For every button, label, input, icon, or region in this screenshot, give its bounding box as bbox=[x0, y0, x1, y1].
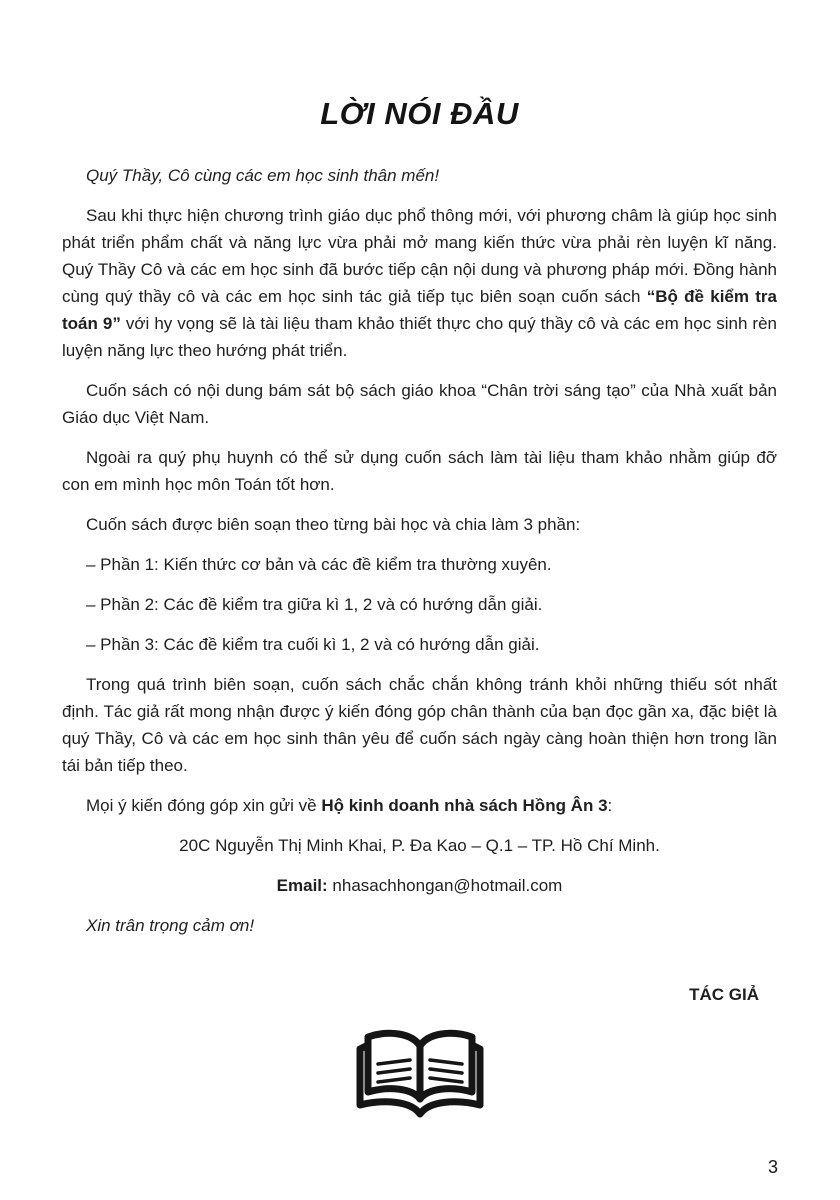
list-item-part-2: – Phần 2: Các đề kiểm tra giữa kì 1, 2 và có hướng dẫn giải. bbox=[86, 595, 543, 614]
page-number: 3 bbox=[767, 1157, 778, 1177]
paragraph-intro bbox=[62, 202, 777, 364]
publisher-name: Hộ kinh doanh nhà sách Hồng Ân 3 bbox=[321, 796, 608, 815]
book-icon-container bbox=[62, 1024, 777, 1135]
paragraph-apology: Trong quá trình biên soạn, cuốn sách chắc chắn không tránh khỏi những thiếu sót nhất định. Tác giả rất mong nhận được ý kiến đóng góp chân thành của bạn đọc gần xa, đặc biệt là quý Thầy, Cô và các em học sinh thân yêu để cuốn sách ngày càng hoàn thiện hơn trong lần tái bản tiếp theo. bbox=[62, 675, 777, 775]
contact-pre: Mọi ý kiến đóng góp xin gửi về bbox=[86, 796, 322, 815]
book-title-emphasis: “Bộ đề kiểm tra toán 9” bbox=[62, 287, 777, 333]
paragraph-contact bbox=[62, 792, 777, 819]
paragraph-structure: Cuốn sách được biên soạn theo từng bài học và chia làm 3 phần: bbox=[86, 515, 581, 534]
address-line: 20C Nguyễn Thị Minh Khai, P. Đa Kao – Q.1 – TP. Hồ Chí Minh. bbox=[179, 836, 660, 855]
list-item-part-3: – Phần 3: Các đề kiểm tra cuối kì 1, 2 và có hướng dẫn giải. bbox=[86, 635, 540, 654]
email-label: Email: bbox=[276, 876, 328, 895]
email-value: nhasachhongan@hotmail.com bbox=[327, 876, 563, 895]
contact-post: : bbox=[607, 796, 613, 815]
paragraph-intro-pre: Sau khi thực hiện chương trình giáo dục phổ thông mới, với phương châm là giúp học sinh phát triển phẩm chất và năng lực vừa phải mở mang kiến thức vừa phải rèn luyện kĩ năng. Quý Thầy Cô và các em học sinh đã bước tiếp cận nội dung và phương pháp mới. Đồng hành cùng quý thầy cô và các em học sinh tác giả tiếp tục biên soạn cuốn sách bbox=[62, 206, 777, 306]
paragraph-intro-post: với hy vọng sẽ là tài liệu tham khảo thiết thực cho quý thầy cô và các em học sinh rèn luyện năng lực theo hướng phát triển. bbox=[62, 314, 777, 360]
salutation: Quý Thầy, Cô cùng các em học sinh thân mến! bbox=[86, 166, 440, 185]
page-title: LỜI NÓI ĐẦU bbox=[320, 96, 519, 131]
paragraph-textbook: Cuốn sách có nội dung bám sát bộ sách giáo khoa “Chân trời sáng tạo” của Nhà xuất bản Giáo dục Việt Nam. bbox=[62, 381, 777, 427]
list-item-part-1: – Phần 1: Kiến thức cơ bản và các đề kiểm tra thường xuyên. bbox=[86, 555, 552, 574]
paragraph-parents: Ngoài ra quý phụ huynh có thể sử dụng cuốn sách làm tài liệu tham khảo nhằm giúp đỡ con em mình học môn Toán tốt hơn. bbox=[62, 448, 777, 494]
closing-line: Xin trân trọng cảm ơn! bbox=[86, 916, 255, 935]
author-signature: TÁC GIẢ bbox=[689, 985, 759, 1004]
open-book-icon bbox=[354, 1117, 486, 1134]
email-line bbox=[62, 872, 777, 899]
